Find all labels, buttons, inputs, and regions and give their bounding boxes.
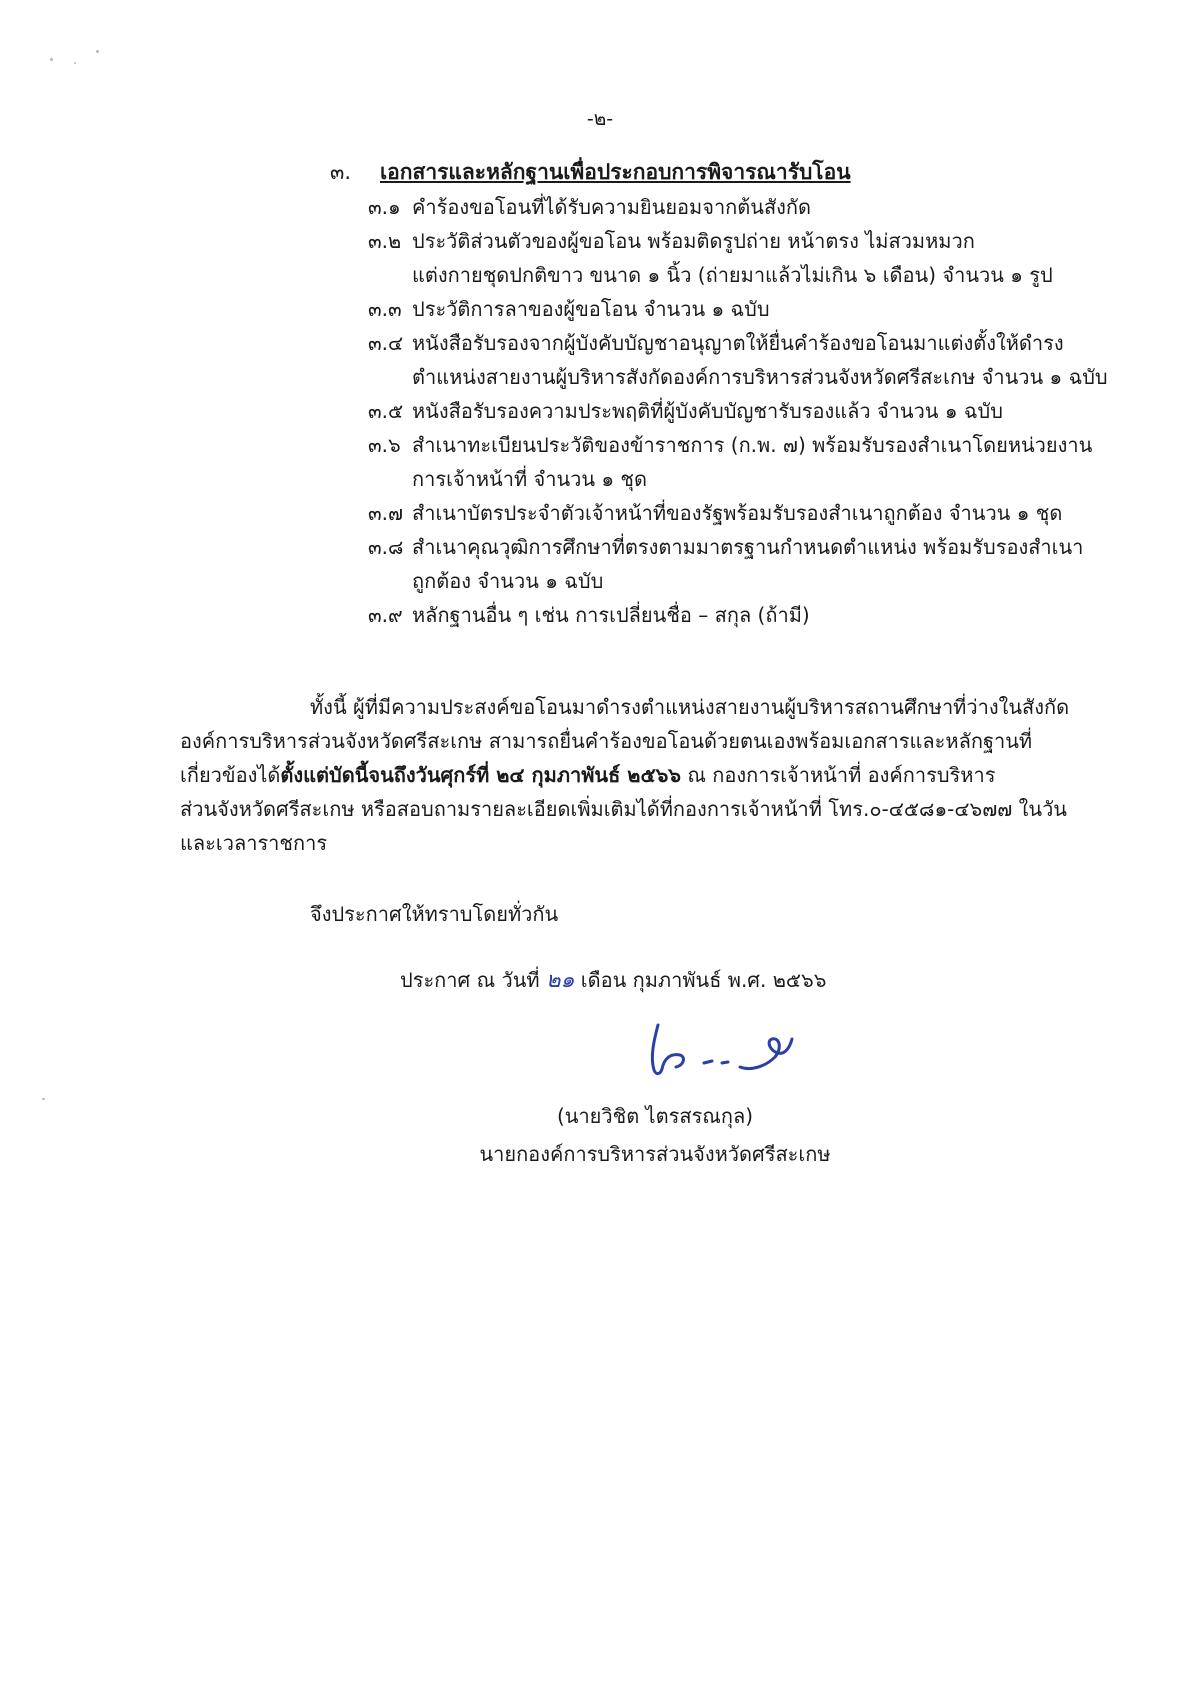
scan-speck: [96, 50, 99, 53]
list-item: [368, 530, 1108, 598]
paragraph-text: ณ กองการเจ้าหน้าที่ องค์การบริหาร: [680, 763, 996, 787]
item-text: แต่งกายชุดปกติขาว ขนาด ๑ นิ้ว (ถ่ายมาแล้วไม่เกิน ๖ เดือน) จำนวน ๑ รูป: [412, 263, 1053, 287]
item-text: ประวัติส่วนตัวของผู้ขอโอน พร้อมติดรูปถ่าย หน้าตรง ไม่สวมหมวก: [412, 229, 975, 253]
paragraph-line: ส่วนจังหวัดศรีสะเกษ หรือสอบถามรายละเอียดเพิ่มเติมได้ที่กองการเจ้าหน้าที่ โทร.๐-๔๕๘๑-๔๖๗๗ ในวัน: [180, 797, 1067, 821]
list-item: [368, 224, 1108, 292]
item-text: หนังสือรับรองความประพฤติที่ผู้บังคับบัญชารับรองแล้ว จำนวน ๑ ฉบับ: [412, 399, 1003, 423]
list-item: [368, 190, 1108, 224]
date-prefix: ประกาศ ณ วันที่: [400, 968, 540, 992]
item-text: สำเนาคุณวุฒิการศึกษาที่ตรงตามมาตรฐานกำหนดตำแหน่ง พร้อมรับรองสำเนา: [412, 535, 1084, 559]
item-text: สำเนาบัตรประจำตัวเจ้าหน้าที่ของรัฐพร้อมรับรองสำเนาถูกต้อง จำนวน ๑ ชุด: [412, 501, 1063, 525]
submission-paragraph: [180, 690, 1100, 860]
list-item: [368, 326, 1108, 394]
list-item: [368, 394, 1108, 428]
item-number: ๓.๑: [368, 195, 401, 219]
item-text: ประวัติการลาของผู้ขอโอน จำนวน ๑ ฉบับ: [412, 297, 770, 321]
item-text: คำร้องขอโอนที่ได้รับความยินยอมจากต้นสังกัด: [412, 195, 812, 219]
signer-name: (นายวิชิต ไตรสรณกุล): [556, 1104, 754, 1128]
item-number: ๓.๓: [368, 297, 402, 321]
date-suffix: เดือน กุมภาพันธ์ พ.ศ. ๒๕๖๖: [580, 968, 827, 992]
item-text: หลักฐานอื่น ๆ เช่น การเปลี่ยนชื่อ – สกุล (ถ้ามี): [412, 603, 810, 627]
item-text: หนังสือรับรองจากผู้บังคับบัญชาอนุญาตให้ยื่นคำร้องขอโอนมาแต่งตั้งให้ดำรง: [412, 331, 1064, 355]
scan-speck: [74, 62, 76, 64]
section-title: เอกสารและหลักฐานเพื่อประกอบการพิจารณารับโอน: [380, 160, 851, 184]
handwritten-signature: [640, 1015, 820, 1085]
item-text: สำเนาทะเบียนประวัติของข้าราชการ (ก.พ. ๗) พร้อมรับรองสำเนาโดยหน่วยงาน: [412, 433, 1093, 457]
handwritten-day: ๒๑: [545, 968, 575, 993]
item-text: ถูกต้อง จำนวน ๑ ฉบับ: [412, 569, 604, 593]
closing-statement: จึงประกาศให้ทราบโดยทั่วกัน: [310, 902, 559, 926]
scan-speck: [50, 58, 53, 61]
list-item: [368, 292, 1108, 326]
deadline-text: ตั้งแต่บัดนี้จนถึงวันศุกร์ที่ ๒๔ กุมภาพันธ์ ๒๕๖๖: [280, 763, 681, 787]
paragraph-line: ทั้งนี้ ผู้ที่มีความประสงค์ขอโอนมาดำรงตำแหน่งสายงานผู้บริหารสถานศึกษาที่ว่างในสังกัด: [310, 695, 1070, 719]
list-item: [368, 428, 1108, 496]
paragraph-line: องค์การบริหารส่วนจังหวัดศรีสะเกษ สามารถยื่นคำร้องขอโอนด้วยตนเองพร้อมเอกสารและหลักฐานที่: [180, 729, 1033, 753]
list-item: [368, 598, 1108, 632]
signer-title: นายกองค์การบริหารส่วนจังหวัดศรีสะเกษ: [479, 1142, 831, 1166]
item-number: ๓.๙: [368, 603, 403, 627]
item-number: ๓.๔: [368, 331, 404, 355]
section-number: ๓.: [330, 160, 352, 184]
item-number: ๓.๕: [368, 399, 404, 423]
paragraph-line: และเวลาราชการ: [180, 831, 328, 855]
item-number: ๓.๗: [368, 501, 404, 525]
item-text: การเจ้าหน้าที่ จำนวน ๑ ชุด: [412, 467, 647, 491]
paragraph-text: เกี่ยวข้องได้: [180, 763, 281, 787]
section-heading: [330, 156, 851, 189]
list-item: [368, 496, 1108, 530]
page-number: -๒-: [586, 108, 614, 130]
item-number: ๓.๒: [368, 229, 402, 253]
item-number: ๓.๘: [368, 535, 404, 559]
announcement-date: [400, 962, 826, 997]
document-item-list: [368, 190, 1108, 632]
item-text: ตำแหน่งสายงานผู้บริหารสังกัดองค์การบริหารส่วนจังหวัดศรีสะเกษ จำนวน ๑ ฉบับ: [412, 365, 1108, 389]
paragraph-line: [180, 758, 1100, 792]
item-number: ๓.๖: [368, 433, 401, 457]
